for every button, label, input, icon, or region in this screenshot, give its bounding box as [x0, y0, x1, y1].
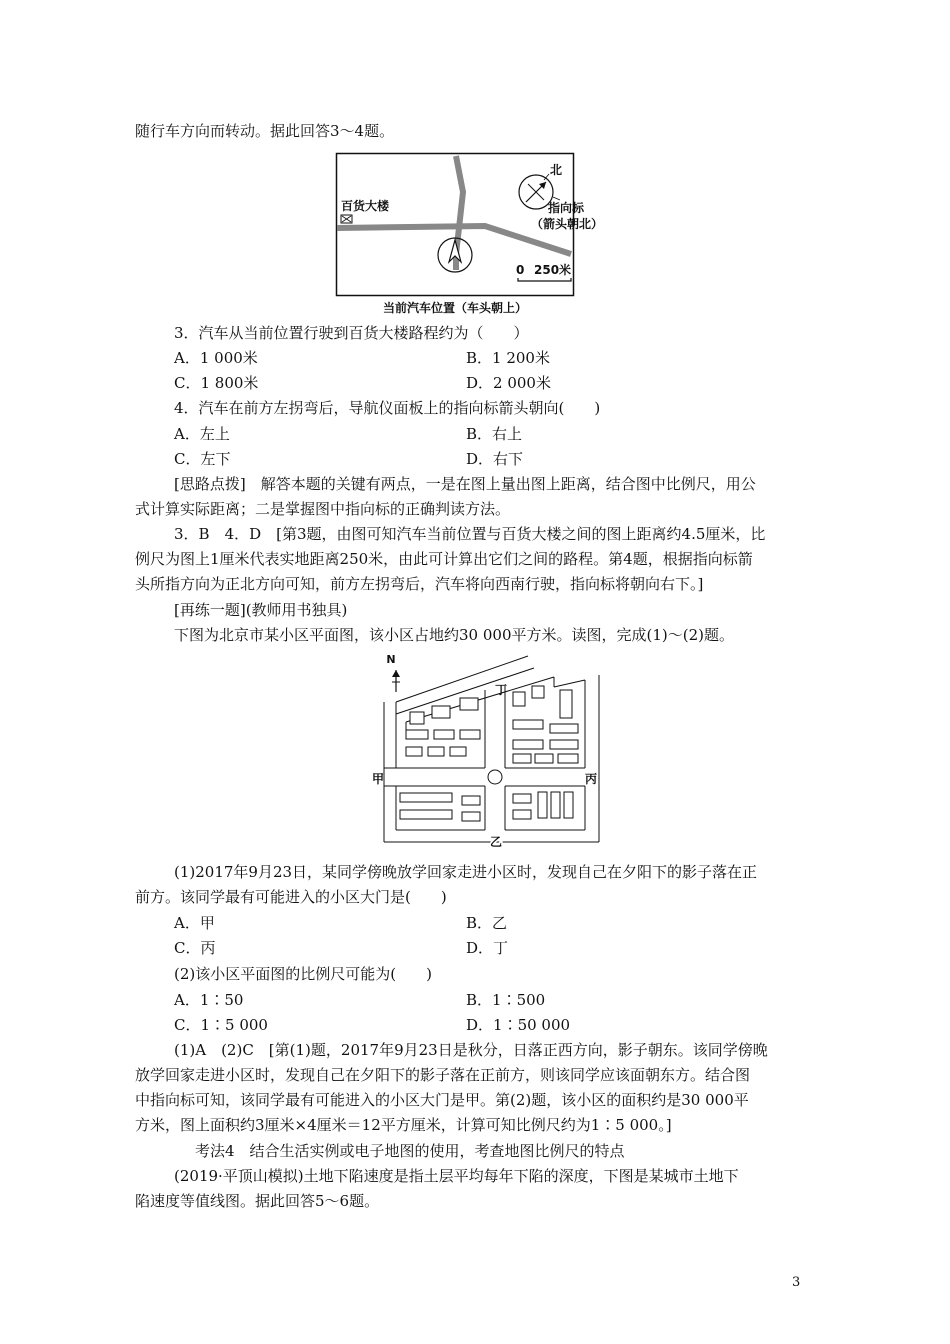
- practice-intro: 下图为北京市某小区平面图，该小区占地约30 000平方米。读图，完成(1)～(2)题。: [174, 626, 734, 644]
- gate-yi-label: 乙: [490, 835, 503, 849]
- next-line-1: (2019·平顶山模拟)土地下陷速度是指土层平均每年下陷的深度，下图是某城市土地下: [174, 1167, 739, 1185]
- p2-option-a: A．1∶50: [174, 991, 244, 1009]
- next-line-2: 陷速度等值线图。据此回答5～6题。: [135, 1192, 380, 1210]
- answer34-line-3: 头所指方向为正北方向可知，前方左拐弯后，汽车将向西南行驶，指向标将朝向右下。]: [135, 575, 704, 593]
- q4-option-d: D．右下: [466, 450, 524, 468]
- answer34-line-1: 3．B 4．D [第3题，由图可知汽车当前位置与百货大楼之间的图上距离约4.5厘米，比: [174, 525, 766, 543]
- p2-option-d: D．1∶50 000: [466, 1016, 571, 1034]
- hint-line-1: [思路点拨] 解答本题的关键有两点，一是在图上量出图上距离，结合图中比例尺，用公: [174, 475, 756, 493]
- practice-title: [再练一题](教师用书独具): [174, 601, 348, 619]
- figure1-caption: 当前汽车位置（车头朝上）: [382, 301, 528, 315]
- q3-option-b: B．1 200米: [466, 349, 550, 367]
- compass-label-1: 指向标: [548, 201, 585, 215]
- p2-option-b: B．1∶500: [466, 991, 546, 1009]
- q3-option-c: C．1 800米: [174, 374, 259, 392]
- scale-zero: 0: [516, 263, 525, 277]
- buildings: [400, 686, 578, 821]
- p2-option-c: C．1∶5 000: [174, 1016, 268, 1034]
- scale-bar: [518, 278, 571, 281]
- q4-option-b: B．右上: [466, 425, 523, 443]
- p1-option-b: B．乙: [466, 914, 508, 932]
- north-arrow-label: N: [386, 653, 396, 666]
- north-label: 北: [550, 163, 563, 177]
- gate-bing-label: 丙: [585, 772, 598, 786]
- p1-stem-line-1: (1)2017年9月23日，某同学傍晚放学回家走进小区时，发现自己在夕阳下的影子落在正: [174, 863, 758, 881]
- q3-option-a: A．1 000米: [174, 349, 258, 367]
- q4-stem: 4．汽车在前方左拐弯后，导航仪面板上的指向标箭头朝向( ): [174, 399, 601, 417]
- q3-option-d: D．2 000米: [466, 374, 551, 392]
- central-roundabout: [488, 770, 502, 784]
- answer-p-line-1: (1)A (2)C [第(1)题，2017年9月23日是秋分，日落正西方向，影子朝东。该同学傍晚: [174, 1041, 768, 1059]
- q4-option-a: A．左上: [174, 425, 230, 443]
- p1-option-d: D．丁: [466, 939, 509, 957]
- intro-text: 随行车方向而转动。据此回答3～4题。: [135, 122, 395, 140]
- north-road: [396, 656, 528, 702]
- store-label: 百货大楼: [341, 199, 390, 213]
- compass-label-2: （箭头朝北）: [531, 217, 604, 231]
- scale-value: 250米: [534, 263, 572, 277]
- method4-heading: 考法4 结合生活实例或电子地图的使用，考查地图比例尺的特点: [195, 1142, 625, 1160]
- answer-p-line-3: 中指向标可知，该同学最有可能进入的小区大门是甲。第(2)题，该小区的面积约是30 000平: [135, 1091, 749, 1109]
- p1-option-a: A．甲: [174, 914, 215, 932]
- gate-jia-label: 甲: [372, 772, 385, 786]
- p2-stem: (2)该小区平面图的比例尺可能为( ): [174, 965, 432, 983]
- p1-option-c: C．丙: [174, 939, 216, 957]
- answer34-line-2: 例尺为图上1厘米代表实地距离250米，由此可计算出它们之间的路程。第4题，根据指向标箭: [135, 550, 753, 568]
- answer-p-line-4: 方米，图上面积约3厘米×4厘米＝12平方厘米，计算可知比例尺约为1∶5 000。]: [135, 1116, 672, 1134]
- q3-stem: 3．汽车从当前位置行驶到百货大楼路程约为（ ）: [174, 324, 529, 342]
- p1-stem-line-2: 前方。该同学最有可能进入的小区大门是( ): [135, 888, 447, 906]
- page-number: 3: [792, 1275, 801, 1290]
- community-plan-figure: [370, 650, 610, 850]
- q4-option-c: C．左下: [174, 450, 231, 468]
- gate-ding-label: 丁: [495, 683, 508, 697]
- hint-line-2: 式计算实际距离；二是掌握图中指向标的正确判读方法。: [135, 500, 511, 518]
- navigation-map-figure: [335, 152, 604, 318]
- answer-p-line-2: 放学回家走进小区时，发现自己在夕阳下的影子落在正前方，则该同学应该面朝东方。结合图: [135, 1066, 751, 1084]
